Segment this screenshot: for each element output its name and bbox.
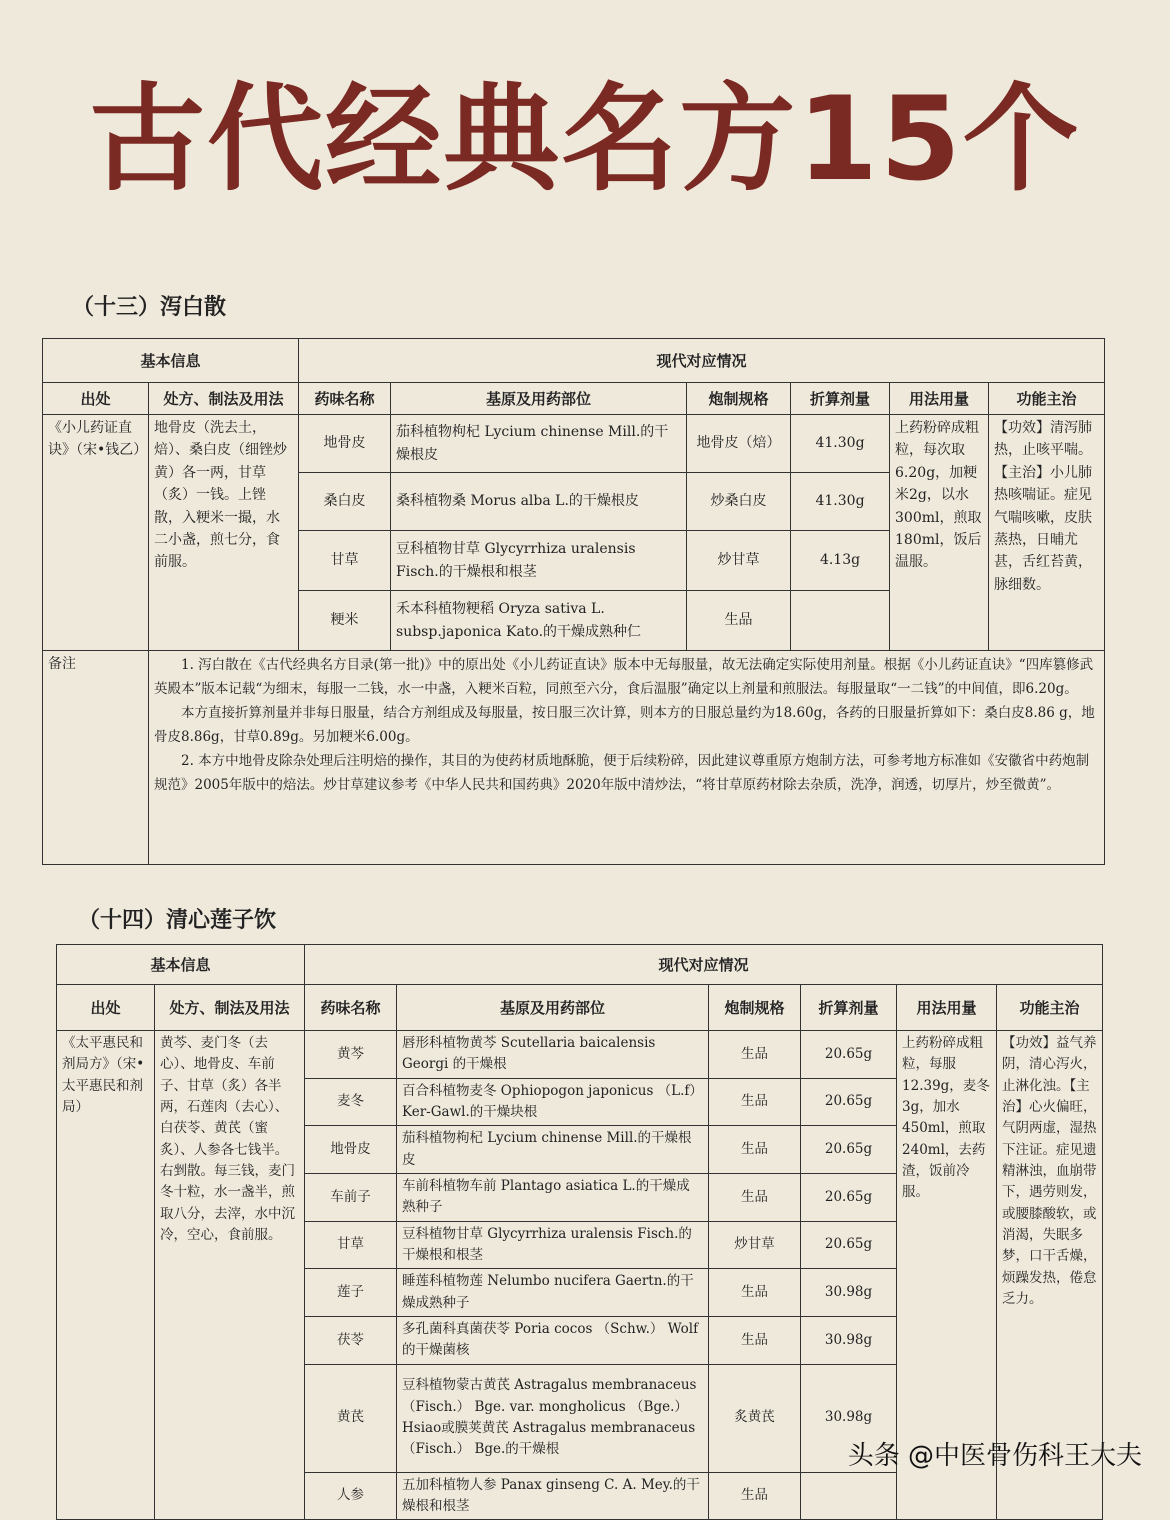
herb-origin: 百合科植物麦冬 Ophiopogon japonicus （L.f） Ker-Gawl.的干燥块根 — [397, 1078, 709, 1126]
herb-name: 桑白皮 — [299, 473, 391, 531]
herb-process: 生品 — [709, 1173, 801, 1221]
herb-origin: 桑科植物桑 Morus alba L.的干燥根皮 — [391, 473, 687, 531]
herb-dose: 41.30g — [791, 415, 890, 473]
header-basic-info: 基本信息 — [43, 339, 299, 383]
usage-cell: 上药粉碎成粗粒，每次取6.20g，加粳米2g，以水300ml，煎取180ml，饭后温服。 — [890, 415, 989, 651]
herb-dose: 20.65g — [801, 1126, 897, 1174]
herb-name: 粳米 — [299, 591, 391, 651]
herb-name: 地骨皮 — [299, 415, 391, 473]
herb-dose: 30.98g — [801, 1269, 897, 1317]
herb-origin: 车前科植物车前 Plantago asiatica L.的干燥成熟种子 — [397, 1173, 709, 1221]
herb-name: 甘草 — [305, 1221, 397, 1269]
herb-dose — [801, 1472, 897, 1520]
herb-process: 炒甘草 — [709, 1221, 801, 1269]
herb-process: 生品 — [709, 1316, 801, 1364]
col-header: 基原及用药部位 — [391, 383, 687, 415]
function-cell: 【功效】清泻肺热，止咳平喘。【主治】小儿肺热咳喘证。症见气喘咳嗽，皮肤蒸热，日晡尤甚，舌红苔黄，脉细数。 — [989, 415, 1105, 651]
herb-dose: 20.65g — [801, 1078, 897, 1126]
herb-process: 炙黄芪 — [709, 1364, 801, 1472]
herb-name: 地骨皮 — [305, 1126, 397, 1174]
herb-origin: 茄科植物枸杞 Lycium chinense Mill.的干燥根皮 — [397, 1126, 709, 1174]
note-paragraph: 1. 泻白散在《古代经典名方目录(第一批)》中的原出处《小儿药证直诀》版本中无每服量，故无法确定实际使用剂量。根据《小儿药证直诀》“四库篡修武英殿本”版本记载“为细末，每服一二钱，水一中盏，入粳米百粒，同煎至六分，食后温服”确定以上剂量和煎服法。每服量取“一二钱”的中间值，即6.20g。 — [154, 657, 1094, 698]
col-header: 功能主治 — [989, 383, 1105, 415]
table-s13 — [42, 338, 1105, 865]
herb-dose: 4.13g — [791, 531, 890, 591]
herb-name: 黄芪 — [305, 1364, 397, 1472]
col-header: 药味名称 — [299, 383, 391, 415]
herb-process: 生品 — [709, 1126, 801, 1174]
herb-name: 莲子 — [305, 1269, 397, 1317]
herb-dose — [791, 591, 890, 651]
herb-dose: 30.98g — [801, 1364, 897, 1472]
herb-process: 生品 — [709, 1078, 801, 1126]
note-label: 备注 — [43, 651, 149, 865]
herb-process: 地骨皮（焙） — [687, 415, 791, 473]
main-title: 古代经典名方15个 — [89, 72, 1081, 207]
usage-cell: 上药粉碎成粗粒，每服12.39g，麦冬3g，加水450ml，煎取240ml，去药渣，饭前冷服。 — [897, 1031, 997, 1520]
herb-dose: 20.65g — [801, 1031, 897, 1079]
col-header: 用法用量 — [897, 985, 997, 1031]
source-cell: 《小儿药证直诀》（宋•钱乙） — [43, 415, 149, 651]
prescription-cell: 地骨皮（洗去土，焙）、桑白皮（细锉炒黄）各一两，甘草（炙）一钱。上锉散，入粳米一撮，水二小盏，煎七分，食前服。 — [149, 415, 299, 651]
herb-process: 炒甘草 — [687, 531, 791, 591]
col-header: 处方、制法及用法 — [149, 383, 299, 415]
note-body — [149, 651, 1105, 865]
herb-name: 人参 — [305, 1472, 397, 1520]
herb-origin: 睡莲科植物莲 Nelumbo nucifera Gaertn.的干燥成熟种子 — [397, 1269, 709, 1317]
col-header: 出处 — [43, 383, 149, 415]
herb-name: 车前子 — [305, 1173, 397, 1221]
col-header: 炮制规格 — [687, 383, 791, 415]
herb-name: 麦冬 — [305, 1078, 397, 1126]
section-13-title: （十三）泻白散 — [72, 294, 227, 320]
watermark: 头条 @中医骨伤科王大夫 — [847, 1441, 1142, 1471]
note-paragraph: 2. 本方中地骨皮除杂处理后注明焙的操作，其目的为使药材质地酥脆，便于后续粉碎，因此建议尊重原方炮制方法，可参考地方标准如《安徽省中药炮制规范》2005年版中的焙法。炒甘草建议参考《中华人民共和国药典》2020年版中清炒法，“将甘草原药材除去杂质，洗净，润透，切厚片，炒至微黄”。 — [154, 753, 1090, 794]
prescription-cell: 黄芩、麦门冬（去心）、地骨皮、车前子、甘草（炙）各半两，石莲肉（去心）、白茯苓、黄芪（蜜炙）、人参各七钱半。右剉散。每三钱，麦门冬十粒，水一盏半，煎取八分，去滓，水中沉冷，空心，食前服。 — [155, 1031, 305, 1520]
col-header: 功能主治 — [997, 985, 1103, 1031]
herb-origin: 多孔菌科真菌茯苓 Poria cocos （Schw.） Wolf的干燥菌核 — [397, 1316, 709, 1364]
herb-dose: 20.65g — [801, 1173, 897, 1221]
herb-origin: 豆科植物蒙古黄芪 Astragalus membranaceus （Fisch.） Bge. var. mongholicus （Bge.） Hsiao或膜荚黄芪 Astragalus membranaceus （Fisch.） Bge.的干燥根 — [397, 1364, 709, 1472]
herb-name: 茯苓 — [305, 1316, 397, 1364]
function-cell: 【功效】益气养阴，清心泻火，止淋化浊。【主治】心火偏旺，气阴两虚，湿热下注证。症见遗精淋浊，血崩带下，遇劳则发，或腰膝酸软，或消渴，失眠多梦，口干舌燥，烦躁发热，倦怠乏力。 — [997, 1031, 1103, 1520]
herb-process: 炒桑白皮 — [687, 473, 791, 531]
col-header: 药味名称 — [305, 985, 397, 1031]
col-header: 折算剂量 — [801, 985, 897, 1031]
col-header: 折算剂量 — [791, 383, 890, 415]
herb-dose: 30.98g — [801, 1316, 897, 1364]
note-paragraph: 本方直接折算剂量并非每日服量，结合方剂组成及每服量，按日服三次计算，则本方的日服总量约为18.60g，各药的日服量折算如下：桑白皮8.86 g，地骨皮8.86g，甘草0.89g。另加粳米6.00g。 — [154, 705, 1095, 746]
herb-origin: 唇形科植物黄芩 Scutellaria baicalensis Georgi 的干燥根 — [397, 1031, 709, 1079]
herb-dose: 20.65g — [801, 1221, 897, 1269]
col-header: 处方、制法及用法 — [155, 985, 305, 1031]
herb-origin: 豆科植物甘草 Glycyrrhiza uralensis Fisch.的干燥根和根茎 — [391, 531, 687, 591]
herb-name: 黄芩 — [305, 1031, 397, 1079]
col-header: 用法用量 — [890, 383, 989, 415]
col-header: 基原及用药部位 — [397, 985, 709, 1031]
header-modern: 现代对应情况 — [299, 339, 1105, 383]
table-s14 — [56, 944, 1103, 1520]
herb-dose: 41.30g — [791, 473, 890, 531]
header-basic-info: 基本信息 — [57, 945, 305, 985]
col-header: 出处 — [57, 985, 155, 1031]
herb-process: 生品 — [709, 1031, 801, 1079]
section-14-title: （十四）清心莲子饮 — [78, 907, 277, 933]
herb-process: 生品 — [687, 591, 791, 651]
herb-process: 生品 — [709, 1472, 801, 1520]
header-modern: 现代对应情况 — [305, 945, 1103, 985]
herb-origin: 禾本科植物粳稻 Oryza sativa L. subsp.japonica Kato.的干燥成熟种仁 — [391, 591, 687, 651]
herb-name: 甘草 — [299, 531, 391, 591]
col-header: 炮制规格 — [709, 985, 801, 1031]
herb-origin: 豆科植物甘草 Glycyrrhiza uralensis Fisch.的干燥根和根茎 — [397, 1221, 709, 1269]
herb-origin: 茄科植物枸杞 Lycium chinense Mill.的干燥根皮 — [391, 415, 687, 473]
herb-process: 生品 — [709, 1269, 801, 1317]
source-cell: 《太平惠民和剂局方》（宋•太平惠民和剂局） — [57, 1031, 155, 1520]
herb-origin: 五加科植物人参 Panax ginseng C. A. Mey.的干燥根和根茎 — [397, 1472, 709, 1520]
